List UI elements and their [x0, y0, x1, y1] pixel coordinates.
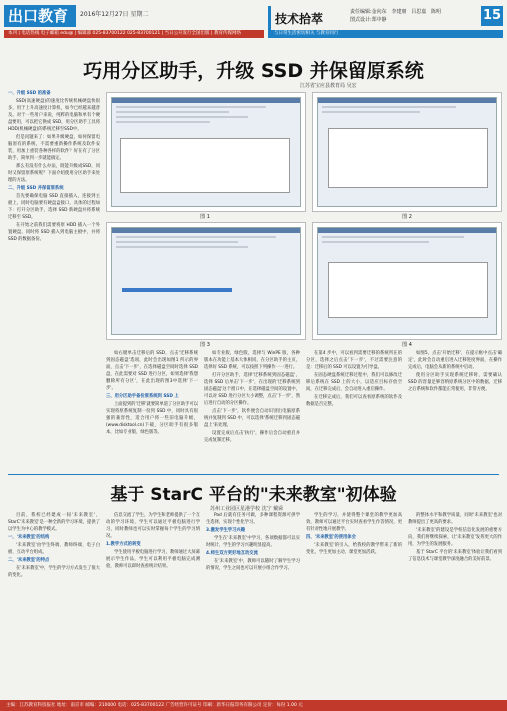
article1-column-4: 在第4 步中，可以看到需要迁移的系统所在的分区，选择之后点击'下一步'，不过需要注意的是：迁移后的 SSD 可以设置为引导盘。 在固态硬盘系统迁移过程中，我们可以修改迁移后系统在 SSD 上的大小，以适应目标存放空间，在迁移完成后，会自动进入重启操作。 在迁移完成后，我们可以查看原系统的软件及数据是否完整。 — [306, 351, 402, 407]
page-number: 15 — [481, 6, 503, 26]
article2-column-1: 目前，我校已经建成一间'未来教室'，StarC'未来教室'是一种全新的学习环境，提供了以学生为中心的教学模式。 一、'未来教室'的结构 '未来教室'由学生终端、教师终端、电子白板、互动平台组成。 二、'未来教室'的特点 在'未来教室'中，学生的学习方式发生了很大的变化。 — [8, 513, 100, 578]
figure-1-screenshot — [106, 92, 306, 212]
article1-column-3: 如专业版，绿色版，选择与 WinPE 版，各种版本在功能上基本大体相同，在分区助手的主页，选择好 SSD 系统，可以按照下列操作一一进行。 打开分区助手，选择'迁移系统到固态磁盘'，选择 SSD 后单击'下一步'，在出现的'迁移系统到固态磁盘'这个窗口中，在选择磁盘空间的设置中，可以对 SSD 进行分区大小调整，点击'下一步'，然后进行自动的分区操作。 点击'下一步'，软件便会自动识别出电脑原系统并复制到 SSD 中，可以选择'系统迁移到固态磁盘上'来处理。 设置完成后点击'执行'，操作后会自动重启并完成复制迁移。 — [204, 351, 300, 443]
article1-byline: 江苏省宝应县教育局 吴宏 — [300, 83, 357, 89]
newspaper-header — [0, 0, 507, 42]
article1-column-1: 一、升级 SSD 的准备 SSD(高速硬盘)的速度比传统机械硬盘快很多，用于上升高速度计算机，如今已经越来越普及。对于一些用户来说，纯粹的电脑和单有个硬盘要用，可以把它换成 SSD，用分区助手工具将HDD(机械硬盘)的系统迁移至SSD中。 但是问题来了：如果升级硬盘，如何保留电脑原有的系统，不需要重新操作系统及软件安装，用加上重装各种各样的软件？好在有了分区助手，简单到一步就能搞定。 那么有没有什么办法，既能升级成SSD，同时又保留原系统呢？下面介绍使用分区助手来处理的方法。 二、升级 SSD 并保留原系统 首先要确保电脑 SSD 直接插入，连接到主板上，同时电脑要有硬盘盒接口，具体的过程如下：打开分区助手，选择 SSD 新硬盘并将系统迁移至 SSD。 在开始之前我们需要将原 HDD 插入一个外置硬盘，同时将 SSD 插入到电脑主板中，并将 SSD 的数据备份。 — [8, 91, 100, 242]
article1-column-2: 如右键单击迁移后的 SSD，点击'迁移系统到固态磁盘'选项，此时会出现如图1 所示的界面，点击'下一步'，在选择磁盘空间时选择 SSD 盘，在此需要对 SSD 进行分区，如果选择'我想删除所有分区'，在此出现的图3中选择'下一步'。 三、用分区助手备份原系统到 SSD 上 上面提到的'迁移'就要简单道了分区助手可以实现将原系统复制一份到 SSD 中，同时具有很强的兼容性，适合用户将一些旧电脑升级，(www.disktool.cn)下载，分区助手有很多版本，比如专业版，绿色版等。 — [106, 351, 198, 435]
page-footer: 主编：江苏教育科技报社 地址：南京市 邮编：210000 电话：025-83700122 广告经营许可证号 印刷：新华日报印务有限公司 定价：每份 1.00 元 — [0, 700, 507, 711]
figure-3-screenshot — [106, 222, 306, 340]
figure-2-screenshot — [312, 92, 502, 212]
article1-column-1b — [8, 255, 100, 405]
masthead-logo: 出口教育 — [4, 5, 76, 27]
article2-title: 基于 StarC 平台的"未来教室"初体验 — [110, 485, 397, 505]
section-slogan-bar: 与日常生活密切相关 与教育同行 — [268, 30, 503, 38]
article-divider — [8, 474, 499, 475]
figure-4-caption: 图 4 — [402, 342, 412, 348]
article2-column-5: 的整体水平和教学质量，同时'未来教室'也对教师提出了更高的要求。 '未来教室'的建设是学校信息化发展的重要方向，我们将继续探索，让'未来教室'发挥更大的作用，为学生的发展服务。 基于 StarC 平台的'未来教室'体验让我们看到了信息技术与课堂教学深度融合的美好前景。 — [408, 513, 502, 562]
article2-column-4: 学生的学习，并使得整个课堂的教学更加高效，教师可以通过平台实时查看学生作答情况，更有针对性地开展教学。 四、'未来教室'的使用体会 '未来教室'的引入，给我校的教学带来了新的变化，学生更加主动，课堂更加活跃。 — [306, 513, 402, 555]
masthead-info-bar: 本刊 | 电话热线 电子邮箱 edu@ | 编辑部 025-83700122 025-83700121 | 当日公开发行全国出版 | 教育传媒网络 — [4, 30, 264, 38]
article2-byline: 苏州工业园区星港学校 沈宁 戴舜 — [210, 506, 284, 512]
article1-title: 巧用分区助手，升级 SSD 并保留原系统 — [83, 60, 424, 82]
editors-credit: 责任编辑:金向东 李建朋 吕思嘉 陈明 图式设计:郑中静 — [350, 9, 441, 23]
figure-3-caption: 图 3 — [200, 342, 210, 348]
figure-2-caption: 图 2 — [402, 214, 412, 220]
article2-column-3: Pad 后就有任务可做，多种课程资源可供学生选择，实现个性化学习。 3.激发学生学习兴趣 学生在'未来教室'中学习，各项数据都可以实时统计，学生的学习兴趣明显提高。 4.师生双方更好地互动交流 在'未来教室'中，教师可以随时了解学生学习的情况，学生之间也可以开展小组合作学习。 — [206, 513, 300, 571]
figure-4-screenshot — [312, 222, 502, 340]
article1-column-5: 如图5，点击'开始迁移'，在提示框中点击'确定'，此时会自动重启进入迁移进度界面，在操作完成后，电脑会从新的系统中启动。 使用分区助手实现系统迁移时，需要确认 SSD 的容量足够容纳原系统分区中的数据，迁移之后系统和软件都能正常使用，非常方便。 — [408, 351, 502, 392]
article2-column-2: 信息交流了学生，为学生和老师提供了一个互动的学习环境，学生可以通过平板电脑进行学习，同时教师也可以实时掌握每个学生的学习情况。 1.教学方式的转变 学生使用平板电脑进行学习，教师通过大屏幕展示学生作品，学生可以利用平板电脑完成测验，教师可以即时查看统计结果。 — [106, 513, 200, 569]
section-title: 技术拾萃 — [268, 6, 340, 32]
issue-date: 2016年12月27日 星期二 — [80, 11, 149, 18]
figure-1-caption: 图 1 — [200, 214, 210, 220]
